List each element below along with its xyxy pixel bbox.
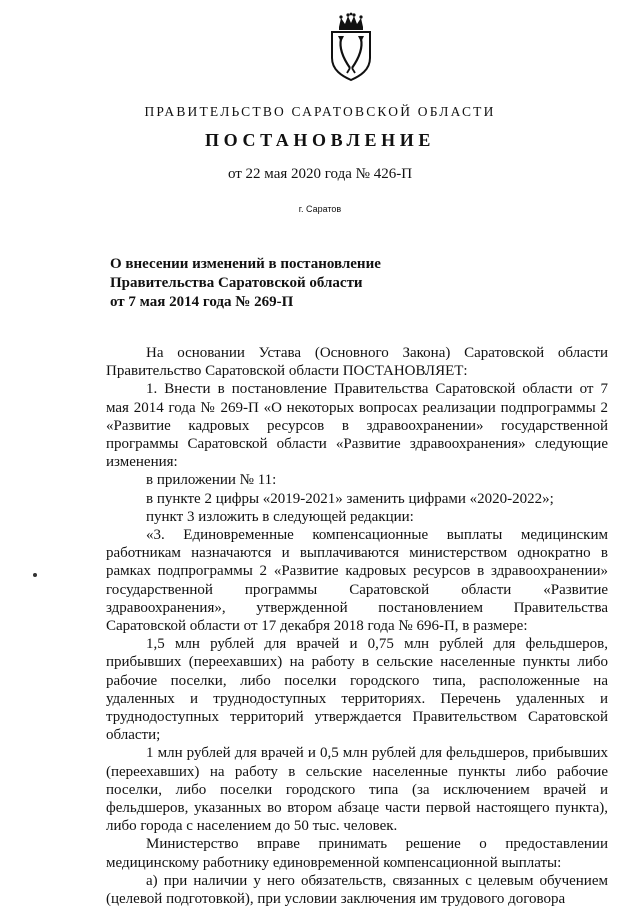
paragraph: Министерство вправе принимать решение о предоставлении медицинскому работнику единовременной компенсационной выплаты: [106,836,608,871]
subject-line: О внесении изменений в постановление [110,256,381,272]
government-name: ПРАВИТЕЛЬСТВО САРАТОВСКОЙ ОБЛАСТИ [144,104,496,119]
paragraph: в приложении № 11: [146,472,277,489]
coat-of-arms-icon [326,12,376,82]
paragraph: пункт 3 изложить в следующей редакции: [146,508,414,525]
margin-mark [33,573,37,577]
paragraph: На основании Устава (Основного Закона) Саратовской области Правительство Саратовской области ПОСТАНОВЛЯЕТ: [106,345,608,380]
document-type: ПОСТАНОВЛЕНИЕ [205,130,435,150]
subject-line: от 7 мая 2014 года № 269-П [110,294,294,310]
date-number-line: от 22 мая 2020 года № 426-П [227,166,413,182]
paragraph: «3. Единовременные компенсационные выплаты медицинским работникам назначаются и выплачиваются министерством однократно в рамках подпрограммы 2 «Развитие кадровых ресурсов в здравоохранении» государственной программы Саратовской области «Развитие здравоохранения», утвержденной постановлением Правительства Саратовской области от 17 декабря 2018 года № 696-П, в размере: [106,527,608,635]
paragraph: в пункте 2 цифры «2019-2021» заменить цифрами «2020-2022»; [146,490,554,507]
decree-body [106,344,608,908]
paragraph: 1,5 млн рублей для врачей и 0,75 млн рублей для фельдшеров, прибывших (переехавших) на работу в сельские населенные пункты либо рабочие поселки, либо поселки городского типа, расположенные на удаленных и труднодоступных территориях. Перечень удаленных и труднодоступных территорий утверждается Правительством Саратовской области; [106,636,608,744]
decree-subject [110,255,381,312]
paragraph: 1. Внести в постановление Правительства Саратовской области от 7 мая 2014 года № 269-П «О некоторых вопросах реализации подпрограммы 2 «Развитие кадровых ресурсов в здравоохранении» государственной программы Саратовской области «Развитие здравоохранения» следующие изменения: [106,381,608,471]
paragraph: 1 млн рублей для врачей и 0,5 млн рублей для фельдшеров, прибывших (переехавших) на работу в сельские населенные пункты либо рабочие поселки, либо поселки городского типа (за исключением врачей и фельдшеров, указанных во втором абзаце части первой настоящего пункта), либо города с населением до 50 тыс. человек. [106,745,608,835]
paragraph: а) при наличии у него обязательств, связанных с целевым обучением (целевой подготовкой), при условии заключения им трудового договора [106,872,608,908]
subject-line: Правительства Саратовской области [110,275,363,291]
city-label: г. Саратов [298,204,342,214]
